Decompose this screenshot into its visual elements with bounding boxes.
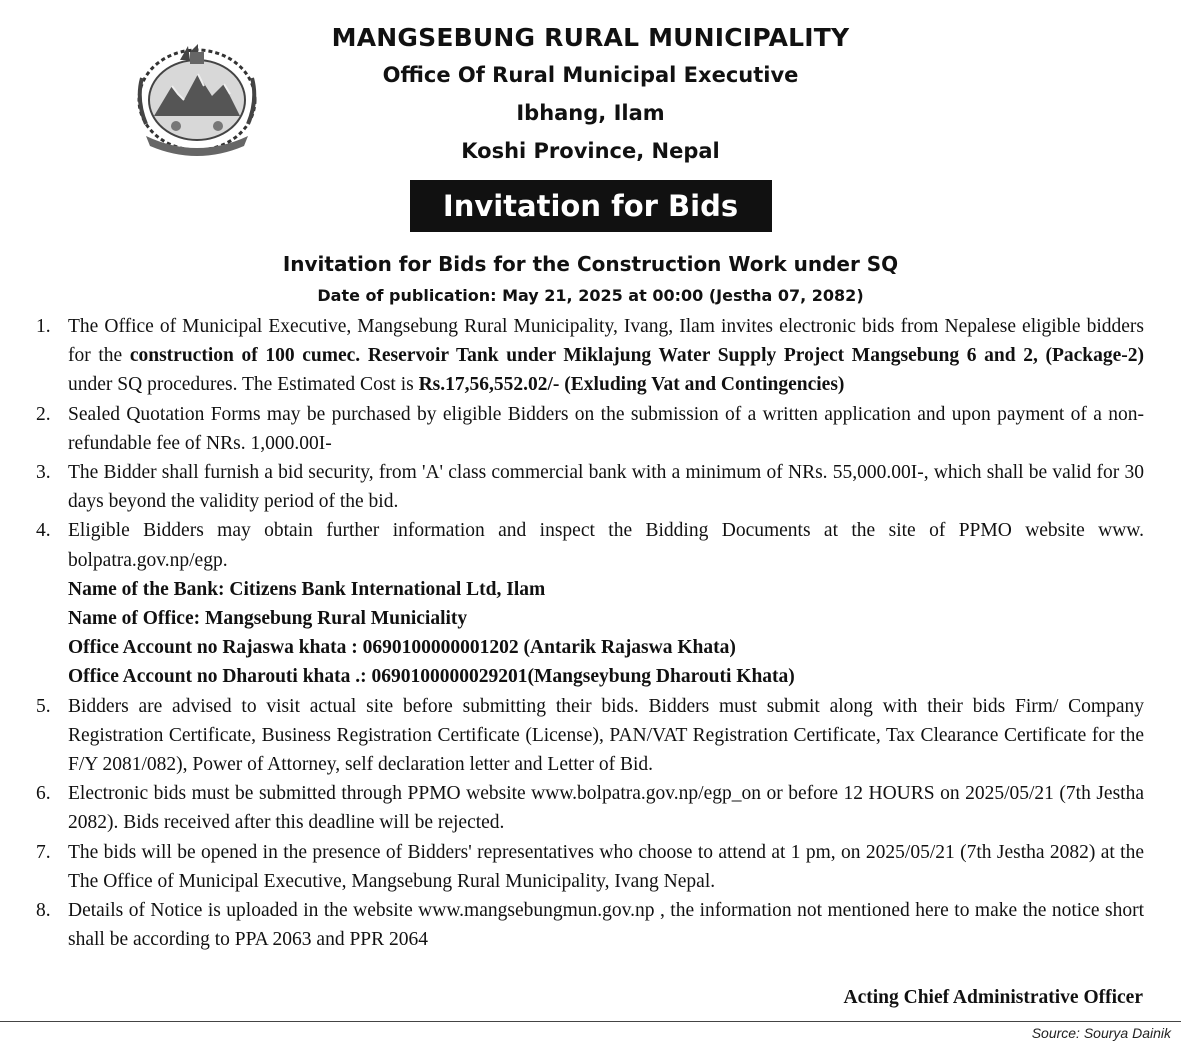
item-text: Electronic bids must be submitted through PPMO website www.bolpatra.gov.np/egp_on or before 12 HOURS on 2025/05/21 (7th Jestha 2082). Bids received after this deadline will be rejected. (68, 783, 1144, 834)
office-province: Koshi Province, Nepal (461, 139, 720, 163)
item-text-part: The Office of Municipal Executive, Mangsebung Rural Municipality, Ivang, Ilam invites electronic bids from Nepalese eligible bidders for the (68, 316, 1144, 367)
item-text-part: under SQ procedures. The Estimated Cost is (68, 374, 419, 396)
list-item (36, 896, 1144, 954)
item-number: 3. (36, 462, 51, 484)
item-number: 5. (36, 695, 51, 717)
notice-body (36, 312, 1144, 954)
item-text: Details of Notice is uploaded in the website www.mangsebungmun.gov.np , the information not mentioned here to make the notice short shall be according to PPA 2063 and PPR 2064 (68, 900, 1144, 951)
office-name-line: Name of Office: Mangsebung Rural Municiality (68, 608, 468, 630)
item-text: Bidders are advised to visit actual site before submitting their bids. Bidders must submit along with their bids Firm/ Company Registration Certificate, Business Registration Certificate (License), PAN/VAT Registration Certificate, Tax Clearance Certificate for the F/Y 2081/082), Power of Attorney, self declaration letter and Letter of Bid. (68, 695, 1144, 776)
list-item (36, 400, 1144, 458)
item-number: 4. (36, 520, 51, 542)
item-text: Sealed Quotation Forms may be purchased by eligible Bidders on the submission of a written application and upon payment of a non-refundable fee of NRs. 1,000.00I- (68, 403, 1144, 454)
list-item (36, 838, 1144, 896)
list-item (36, 779, 1144, 837)
notice-subtitle: Invitation for Bids for the Construction Work under SQ (282, 252, 899, 276)
item-text: Eligible Bidders may obtain further information and inspect the Bidding Documents at the site of PPMO website www. bolpatra.gov.np/egp. (68, 520, 1144, 571)
signatory-title: Acting Chief Administrative Officer (843, 987, 1143, 1008)
item-text: The bids will be opened in the presence of Bidders' representatives who choose to attend at 1 pm, on 2025/05/21 (7th Jestha 2082) at the The Office of Municipal Executive, Mangsebung Rural Municipality, Ivang Nepal. (68, 841, 1144, 892)
list-item (36, 458, 1144, 516)
item-number: 8. (36, 900, 51, 922)
publication-date: Date of publication: May 21, 2025 at 00:00 (Jestha 07, 2082) (317, 286, 864, 305)
municipality-title: MANGSEBUNG RURAL MUNICIPALITY (331, 23, 850, 52)
letterhead (0, 20, 1181, 170)
source-credit: Source: Sourya Dainik (1031, 1025, 1171, 1041)
list-item (36, 692, 1144, 780)
office-location: Ibhang, Ilam (516, 101, 665, 125)
item-text: The Bidder shall furnish a bid security, from 'A' class commercial bank with a minimum of NRs. 55,000.00I-, which shall be valid for 30 days beyond the validity period of the bid. (68, 462, 1144, 513)
list-item (36, 516, 1144, 574)
office-name: Office Of Rural Municipal Executive (382, 63, 799, 87)
item-number: 7. (36, 841, 51, 863)
list-item (36, 312, 1144, 400)
invitation-banner: Invitation for Bids (410, 180, 772, 232)
project-name: construction of 100 cumec. Reservoir Tank under Miklajung Water Supply Project Mangsebung 6 and 2, (Package-2) (129, 345, 1145, 367)
item-number: 1. (36, 316, 51, 337)
banner-wrap (0, 180, 1181, 232)
dharouti-account: Office Account no Dharouti khata .: 0690100000029201(Mangseybung Dharouti Khata) (68, 666, 795, 688)
bank-name: Name of the Bank: Citizens Bank International Ltd, Ilam (68, 578, 546, 600)
item-number: 6. (36, 783, 51, 805)
estimated-cost: Rs.17,56,552.02/- (Exluding Vat and Contingencies) (418, 374, 845, 396)
item-number: 2. (36, 403, 51, 425)
item-text (68, 312, 1144, 400)
rajaswa-account: Office Account no Rajaswa khata : 0690100000001202 (Antarik Rajaswa Khata) (68, 637, 736, 659)
